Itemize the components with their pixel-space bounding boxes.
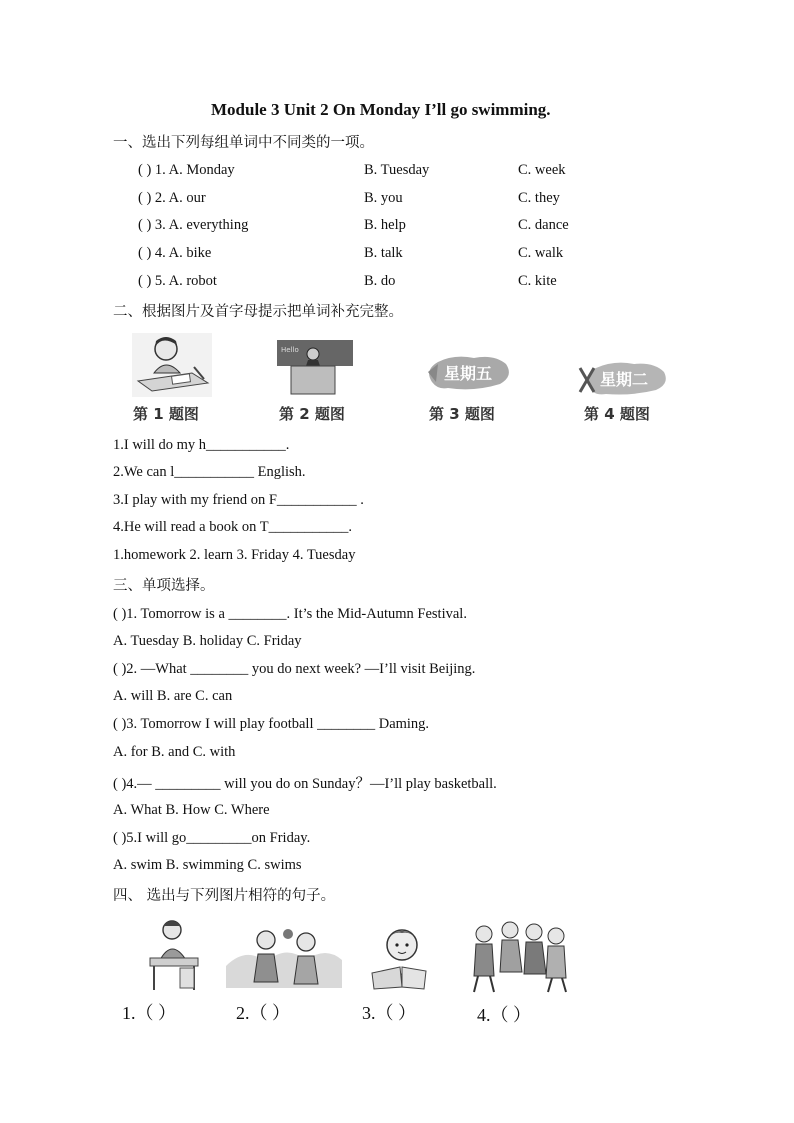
s3-question-1: ( )1. Tomorrow is a ________. It’s the Mid-Autumn Festival. — [113, 606, 467, 622]
picture-caption-2: 第 2 题图 — [279, 405, 345, 423]
picture-child-at-desk — [146, 916, 202, 992]
s4-answer-blank-3[interactable]: 3.（ ） — [362, 1003, 416, 1023]
section-3-heading: 三、单项选择。 — [113, 578, 215, 594]
s3-options-5: A. swim B. swimming C. swims — [113, 857, 302, 873]
picture-group-of-children — [468, 918, 572, 994]
sign-4-text: 星期二 — [600, 370, 649, 389]
board-text: Hello — [281, 346, 299, 354]
picture-homework — [132, 333, 212, 397]
s4-answer-blank-2[interactable]: 2.（ ） — [236, 1003, 290, 1023]
picture-caption-4: 第 4 题图 — [584, 405, 650, 423]
s1-row-3-option-c: C. dance — [518, 217, 569, 233]
s1-row-5-option-c: C. kite — [518, 273, 557, 289]
s3-options-2: A. will B. are C. can — [113, 688, 233, 704]
s1-row-2-question: ( ) 2. A. our — [138, 190, 206, 206]
s1-row-1-question: ( ) 1. A. Monday — [138, 162, 235, 178]
picture-caption-1: 第 1 题图 — [133, 405, 199, 423]
s1-row-5-question: ( ) 5. A. robot — [138, 273, 217, 289]
section-1-heading: 一、选出下列每组单词中不同类的一项。 — [113, 135, 374, 151]
s1-row-3-option-b: B. help — [364, 217, 406, 233]
s3-question-4: ( )4.— _________ will you do on Sunday？—I’ll play basketball. — [113, 776, 497, 792]
section-4-heading: 四、 选出与下列图片相符的句子。 — [113, 888, 336, 904]
s1-row-3-question: ( ) 3. A. everything — [138, 217, 249, 233]
s1-row-5-option-b: B. do — [364, 273, 396, 289]
picture-friday-sign — [424, 352, 512, 394]
s2-item-3: 3.I play with my friend on F___________ . — [113, 492, 364, 508]
s1-row-4-option-b: B. talk — [364, 245, 403, 261]
picture-caption-3: 第 3 题图 — [429, 405, 495, 423]
s1-row-1-option-c: C. week — [518, 162, 566, 178]
picture-tuesday-sign — [578, 358, 670, 398]
s1-row-2-option-b: B. you — [364, 190, 403, 206]
s4-answer-blank-4[interactable]: 4.（ ） — [477, 1005, 531, 1025]
s2-item-4: 4.He will read a book on T___________. — [113, 519, 352, 535]
s3-options-4: A. What B. How C. Where — [113, 802, 270, 818]
s2-item-2: 2.We can l___________ English. — [113, 464, 306, 480]
picture-two-children-outdoors — [226, 926, 342, 988]
page-title: Module 3 Unit 2 On Monday I’ll go swimming. — [211, 100, 551, 119]
s2-answers: 1.homework 2. learn 3. Friday 4. Tuesday — [113, 547, 356, 563]
s1-row-4-option-c: C. walk — [518, 245, 564, 261]
s3-options-3: A. for B. and C. with — [113, 744, 236, 760]
s1-row-1-option-b: B. Tuesday — [364, 162, 430, 178]
s3-question-5: ( )5.I will go_________on Friday. — [113, 830, 311, 846]
s3-options-1: A. Tuesday B. holiday C. Friday — [113, 633, 302, 649]
section-2-heading: 二、根据图片及首字母提示把单词补充完整。 — [113, 304, 403, 320]
s4-answer-blank-1[interactable]: 1.（ ） — [122, 1003, 176, 1023]
sign-3-text: 星期五 — [444, 364, 493, 383]
picture-learn — [277, 340, 353, 396]
s3-question-3: ( )3. Tomorrow I will play football ________ Daming. — [113, 716, 430, 732]
s2-item-1: 1.I will do my h___________. — [113, 437, 290, 453]
s3-question-2: ( )2. —What ________ you do next week? —I’ll visit Beijing. — [113, 661, 476, 677]
s1-row-4-question: ( ) 4. A. bike — [138, 245, 212, 261]
picture-child-reading — [366, 921, 436, 991]
s1-row-2-option-c: C. they — [518, 190, 560, 206]
